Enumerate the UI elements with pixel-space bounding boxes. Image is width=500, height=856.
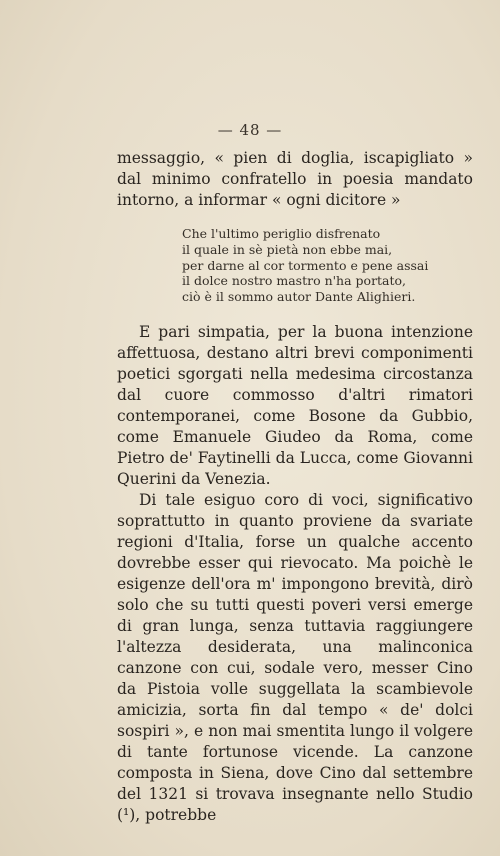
verse-line: Che l'ultimo periglio disfrenato (182, 226, 381, 241)
intro-paragraph-text: messaggio, « pien di doglia, iscapigliato » dal minimo confratello in poesia mandato intorno, a informar « ogni dicitore » (117, 149, 473, 209)
paragraph-simpatia: E pari simpatia, per la buona intenzione affettuosa, destano altri brevi componimenti poetici sgorgati nella medesima circostanza dal cuore commosso d'altri rimatori contemporanei, come Bosone da Gubbio, come Emanuele Giudeo da Roma, come Pietro de' Faytinelli da Lucca, come Giovanni Querini da Venezia. (117, 323, 473, 488)
main-text (117, 322, 473, 826)
verse-line: ciò è il sommo autor Dante Alighieri. (182, 289, 416, 305)
verse-line: il dolce nostro mastro n'ha portato, (182, 273, 407, 289)
verse-line: per darne al cor tormento e pene assai (182, 257, 429, 273)
page-number: — 48 — (217, 121, 283, 139)
paragraph-coro: Di tale esiguo coro di voci, significativo soprattutto in quanto proviene da svariate regioni d'Italia, forse un qualche accento dovrebbe esser qui rievocato. Ma poichè le esigenze dell'ora m' impongono brevità, dirò solo che su tutti questi poveri versi emerge di gran lunga, senza tuttavia raggiungere l'altezza desiderata, una malinconica canzone con cui, sodale vero, messer Cino da Pistoia volle suggellata la scambievole amicizia, sorta fin dal tempo « de' dolci sospiri », e non mai smentita lungo il volgere di tante fortunose vicende. La canzone composta in Siena, dove Cino dal settembre del 1321 si trovava insegnante nello Studio (¹), potrebbe (117, 491, 473, 824)
intro-paragraph (117, 148, 473, 211)
verse-line: il quale in sè pietà non ebbe mai, (182, 241, 393, 257)
verse-quotation (182, 226, 452, 305)
